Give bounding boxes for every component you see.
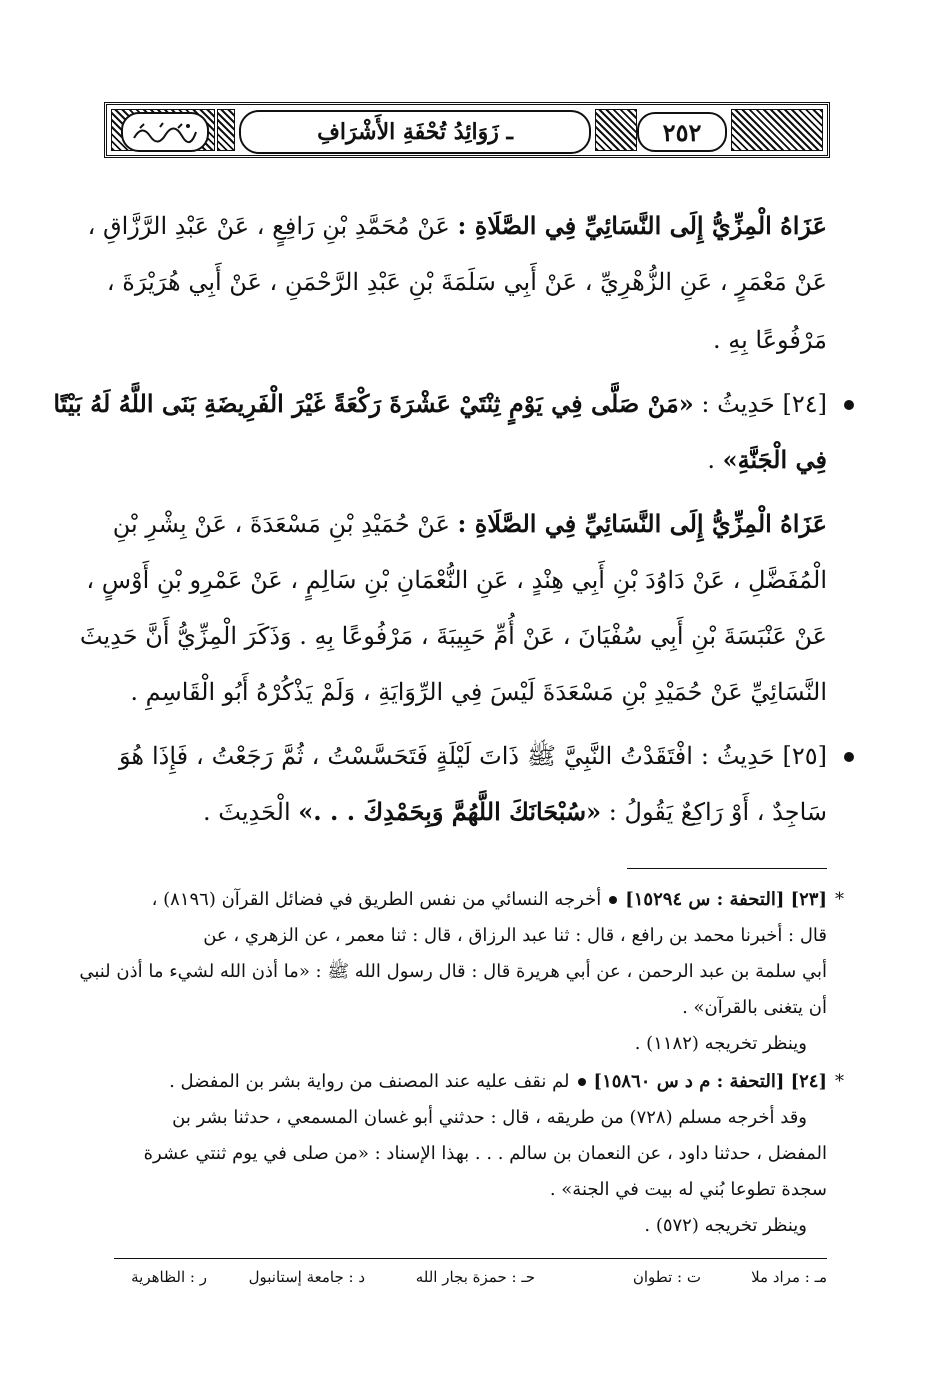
hadith-25-line-1 — [119, 736, 827, 776]
hadith-25-number: [٢٥] — [782, 742, 827, 770]
hadith-24-text-1: «مَنْ صَلَّى فِي يَوْمٍ ثِنْتَيْ عَشْرَةَ رَكْعَةً غَيْرَ الْفَرِيضَةِ بَنَى اللَّهُ لَهُ بَيْتًا — [53, 389, 694, 418]
fn24-line-2: وقد أخرجه مسلم (٧٢٨) من طريقه ، قال : حدثني أبو غسان المسمعي ، حدثنا بشر بن — [172, 1107, 807, 1128]
fn23-line-4: أن يتغنى بالقرآن» . — [682, 997, 827, 1018]
hadith-25-text-2c: الْحَدِيثَ . — [203, 798, 291, 826]
header-ornament-middle-right — [595, 109, 637, 151]
siglum-5: ر : الظاهرية — [131, 1268, 207, 1286]
hadith-25-bullet — [844, 752, 854, 762]
fn24-line-4: سجدة تطوعا بُني له بيت في الجنة» . — [549, 1179, 827, 1200]
hadith-24-text-2: فِي الْجَنَّةِ» — [722, 445, 827, 474]
hadith-24-label: حَدِيثُ : — [701, 390, 775, 418]
fn24-text-1: لم نقف عليه عند المصنف من رواية بشر بن المفضل . — [169, 1071, 570, 1092]
hadith-25-label: حَدِيثُ : — [700, 742, 775, 770]
p1-line-3: مَرْفُوعًا بِهِ . — [712, 326, 827, 354]
seal-calligraphy-icon — [130, 118, 200, 146]
fn24-star: * — [835, 1071, 844, 1092]
p2-lead: عَزَاهُ الْمِزِّيُّ إِلَى النَّسَائِيِّ فِي الصَّلَاةِ : — [457, 509, 827, 538]
p1-lead: عَزَاهُ الْمِزِّيُّ إِلَى النَّسَائِيِّ فِي الصَّلَاةِ : — [457, 211, 827, 240]
fn24-line-5: وينظر تخريجه (٥٧٢) . — [644, 1215, 807, 1236]
p2-line-3: عَنْ عَنْبَسَةَ بْنِ أَبِي سُفْيَانَ ، عَنْ أُمِّ حَبِيبَةَ ، مَرْفُوعًا بِهِ . وَذَكَرَ الْمِزِّيُّ أَنَّ حَدِيثَ — [79, 622, 827, 650]
siglum-1: مـ : مراد ملا — [751, 1268, 827, 1286]
fn23-text-1: أخرجه النسائي من نفس الطريق في فضائل القرآن (٨١٩٦) ، — [151, 889, 602, 910]
siglum-2: ت : تطوان — [632, 1268, 701, 1286]
fn23-line-2: قال : أخبرنا محمد بن رافع ، قال : ثنا عبد الرزاق ، قال : ثنا معمر ، عن الزهري ، عن — [203, 925, 827, 946]
fn23-line-1 — [119, 884, 827, 915]
fn23-line-3: أبي سلمة بن عبد الرحمن ، عن أبي هريرة قال : قال رسول الله ﷺ : «ما أذن الله لشيء ما أذن لنبي — [79, 961, 827, 982]
hadith-25-text-1: افْتَقَدْتُ النَّبِيَّ ﷺ ذَاتَ لَيْلَةٍ فَتَحَسَّسْتُ ، ثُمَّ رَجَعْتُ ، فَإِذَا هُوَ — [119, 742, 693, 770]
hadith-24-bullet — [844, 400, 854, 410]
fn24-bullet — [578, 1078, 586, 1086]
fn23-bullet — [609, 896, 617, 904]
hadith-24-number: [٢٤] — [782, 390, 827, 418]
hadith-25-text-2b: «سُبْحَانَكَ اللَّهُمَّ وَبِحَمْدِكَ . . .» — [298, 797, 602, 826]
publisher-seal-logo — [121, 112, 209, 152]
sigla-rule — [114, 1258, 827, 1259]
fn24-ref: [٢٤] [التحفة : م د س ١٥٨٦٠] — [593, 1071, 827, 1092]
p1-line-2: عَنْ مَعْمَرٍ ، عَنِ الزُّهْرِيِّ ، عَنْ أَبِي سَلَمَةَ بْنِ عَبْدِ الرَّحْمَنِ ، عَنْ أَبِي هُرَيْرَةَ ، — [106, 268, 827, 296]
p2-line-2: الْمُفَضَّلِ ، عَنْ دَاوُدَ بْنِ أَبِي هِنْدٍ ، عَنِ النُّعْمَانِ بْنِ سَالِمٍ ، عَنْ عَمْرِو بْنِ أَوْسٍ ، — [86, 566, 827, 594]
hadith-25-text-2a: سَاجِدٌ ، أَوْ رَاكِعٌ يَقُولُ : — [608, 798, 827, 826]
fn24-line-1 — [119, 1066, 827, 1097]
footnote-separator — [627, 868, 827, 869]
p2-line-1-rest: عَنْ حُمَيْدِ بْنِ مَسْعَدَةَ ، عَنْ بِشْرِ بْنِ — [112, 510, 450, 538]
header-ornament-middle-left — [217, 109, 235, 151]
fn24-line-3: المفضل ، حدثنا داود ، عن النعمان بن سالم . . . بهذا الإسناد : «من صلى في يوم ثنتي عشرة — [143, 1143, 827, 1164]
siglum-3: حـ : حمزة بجار الله — [415, 1268, 535, 1286]
running-title: ـ زَوَائِدُ تُحْفَةِ الأَشْرَافِ — [239, 110, 591, 154]
page-header — [104, 102, 830, 158]
p2-line-1 — [112, 504, 827, 544]
hadith-24-line-2 — [119, 440, 827, 480]
fn23-ref: [٢٣] [التحفة : س ١٥٢٩٤] — [625, 889, 827, 910]
hadith-25-line-2 — [119, 792, 827, 832]
siglum-4: د : جامعة إستانبول — [248, 1268, 365, 1286]
header-ornament-right — [731, 109, 823, 151]
fn23-line-5: وينظر تخريجه (١١٨٢) . — [634, 1033, 807, 1054]
hadith-24-line-1 — [53, 384, 827, 424]
hadith-24-end: . — [707, 446, 723, 474]
p1-line-1-rest: عَنْ مُحَمَّدِ بْنِ رَافِعٍ ، عَنْ عَبْدِ الرَّزَّاقِ ، — [87, 212, 450, 240]
fn23-star: * — [835, 889, 844, 910]
page-number: ٢٥٢ — [637, 112, 727, 152]
p1-line-1 — [87, 206, 827, 246]
p2-line-4: النَّسَائِيِّ عَنْ حُمَيْدِ بْنِ مَسْعَدَةَ لَيْسَ فِي الرِّوَايَةِ ، وَلَمْ يَذْكُرْهُ أَبُو الْقَاسِمِ . — [130, 678, 827, 706]
